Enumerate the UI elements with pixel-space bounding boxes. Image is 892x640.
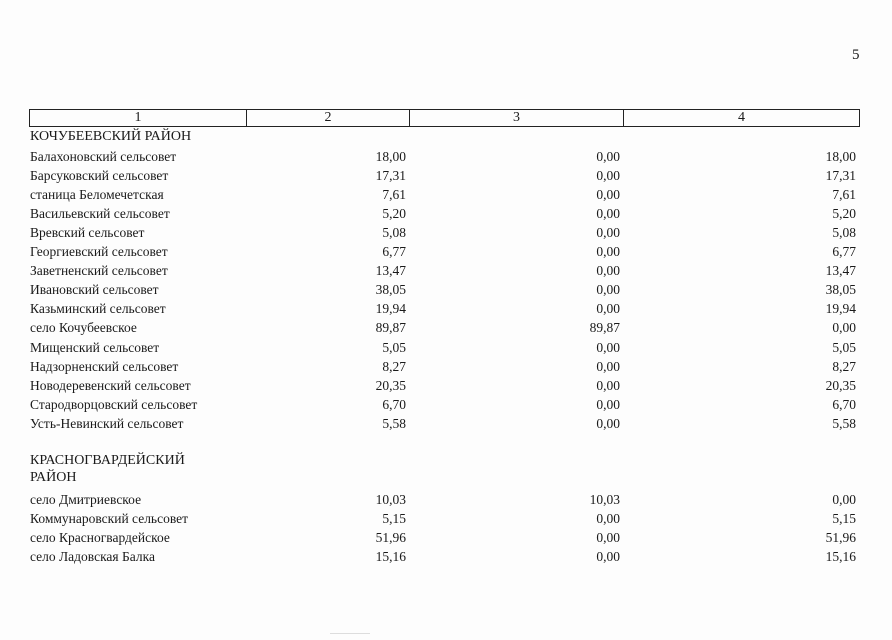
- row-name: Стародворцовский сельсовет: [30, 396, 198, 412]
- row-value-c4: 5,08: [832, 225, 856, 241]
- row-value-c3: 0,00: [596, 263, 620, 279]
- row-value-c2: 5,05: [382, 339, 406, 355]
- row-value-c4: 6,77: [832, 244, 856, 260]
- table-row: [30, 223, 860, 242]
- table-row: [30, 376, 860, 395]
- row-name: Казьминский сельсовет: [30, 301, 166, 317]
- table-row: [30, 547, 860, 566]
- row-value-c2: 38,05: [375, 282, 406, 298]
- table-row: [30, 166, 860, 185]
- row-value-c2: 5,08: [382, 225, 406, 241]
- row-value-c2: 17,31: [375, 168, 406, 184]
- row-value-c3: 0,00: [596, 244, 620, 260]
- row-name: Мищенский сельсовет: [30, 339, 160, 355]
- row-value-c3: 0,00: [596, 358, 620, 374]
- section-title-line: РАЙОН: [30, 470, 77, 485]
- table-row: [30, 414, 860, 433]
- column-header-3: 3: [410, 110, 624, 127]
- row-value-c3: 0,00: [596, 549, 620, 564]
- row-value-c4: 0,00: [832, 320, 856, 336]
- row-name: Коммунаровский сельсовет: [30, 511, 189, 526]
- row-value-c4: 17,31: [825, 168, 856, 184]
- table-row: [30, 357, 860, 376]
- row-value-c4: 6,70: [832, 396, 856, 412]
- row-value-c2: 18,00: [375, 149, 406, 164]
- row-name: Заветненский сельсовет: [30, 263, 168, 279]
- row-name: Балахоновский сельсовет: [30, 149, 177, 164]
- row-name: Васильевский сельсовет: [30, 206, 170, 222]
- row-value-c2: 6,70: [382, 396, 406, 412]
- row-name: село Дмитриевское: [30, 492, 142, 507]
- row-value-c4: 13,47: [825, 263, 856, 279]
- row-name: станица Беломечетская: [30, 187, 164, 203]
- table-row: [30, 338, 860, 357]
- row-name: Барсуковский сельсовет: [30, 168, 169, 184]
- row-value-c3: 0,00: [596, 282, 620, 298]
- row-value-c2: 5,15: [382, 511, 406, 526]
- row-value-c3: 0,00: [596, 530, 620, 545]
- row-value-c4: 0,00: [832, 492, 856, 507]
- row-value-c2: 6,77: [382, 244, 406, 260]
- row-value-c2: 13,47: [375, 263, 406, 279]
- table-row: [30, 261, 860, 280]
- table-row: [30, 509, 860, 528]
- table-row: [30, 318, 860, 337]
- row-value-c3: 0,00: [596, 187, 620, 203]
- row-value-c3: 0,00: [596, 149, 620, 164]
- column-header-1: 1: [30, 110, 247, 127]
- table-row: [30, 147, 860, 166]
- row-value-c2: 51,96: [375, 530, 406, 545]
- table-row: [30, 280, 860, 299]
- row-value-c4: 19,94: [825, 301, 856, 317]
- row-name: Усть-Невинский сельсовет: [30, 415, 184, 431]
- table-row: [30, 204, 860, 223]
- row-value-c2: 15,16: [375, 549, 406, 564]
- row-value-c2: 5,58: [382, 415, 406, 431]
- row-value-c3: 0,00: [596, 415, 620, 431]
- row-value-c3: 0,00: [596, 168, 620, 184]
- row-name: Георгиевский сельсовет: [30, 244, 168, 260]
- row-value-c2: 10,03: [375, 492, 406, 507]
- row-value-c4: 5,05: [832, 339, 856, 355]
- row-name: село Кочубеевское: [30, 320, 137, 336]
- row-name: село Красногвардейское: [30, 530, 170, 545]
- scan-mark: [330, 633, 370, 634]
- section-title-kochubeevsky: КОЧУБЕЕВСКИЙ РАЙОН: [30, 129, 192, 144]
- row-value-c3: 89,87: [589, 320, 620, 336]
- row-value-c4: 5,20: [832, 206, 856, 222]
- table-row: [30, 528, 860, 547]
- page-number: 5: [852, 47, 860, 63]
- row-name: Новодеревенский сельсовет: [30, 377, 191, 393]
- row-value-c4: 18,00: [825, 149, 856, 164]
- row-value-c3: 0,00: [596, 301, 620, 317]
- row-name: село Ладовская Балка: [30, 549, 155, 564]
- row-value-c3: 0,00: [596, 396, 620, 412]
- section-title-line: КРАСНОГВАРДЕЙСКИЙ: [30, 453, 185, 468]
- row-value-c4: 38,05: [825, 282, 856, 298]
- table-row: [30, 185, 860, 204]
- row-value-c3: 0,00: [596, 377, 620, 393]
- table-row: [30, 242, 860, 261]
- row-name: Вревский сельсовет: [30, 225, 145, 241]
- row-value-c4: 5,58: [832, 415, 856, 431]
- row-value-c3: 0,00: [596, 339, 620, 355]
- row-value-c3: 0,00: [596, 225, 620, 241]
- row-value-c2: 19,94: [375, 301, 406, 317]
- row-value-c3: 0,00: [596, 206, 620, 222]
- section-title-krasnogvardeysky: [30, 452, 185, 486]
- row-value-c4: 20,35: [825, 377, 856, 393]
- column-header-4: 4: [624, 110, 860, 127]
- row-name: Надзорненский сельсовет: [30, 358, 179, 374]
- column-header-2: 2: [247, 110, 410, 127]
- table-row: [30, 299, 860, 318]
- row-value-c3: 0,00: [596, 511, 620, 526]
- column-header-table: [29, 109, 860, 127]
- row-value-c2: 20,35: [375, 377, 406, 393]
- row-value-c2: 7,61: [382, 187, 406, 203]
- row-value-c4: 7,61: [832, 187, 856, 203]
- table-row: [30, 490, 860, 509]
- row-value-c4: 8,27: [832, 358, 856, 374]
- table-row: [30, 395, 860, 414]
- row-value-c4: 5,15: [832, 511, 856, 526]
- row-value-c2: 5,20: [382, 206, 406, 222]
- row-value-c2: 8,27: [382, 358, 406, 374]
- row-value-c4: 51,96: [825, 530, 856, 545]
- row-value-c3: 10,03: [589, 492, 620, 507]
- row-value-c2: 89,87: [375, 320, 406, 336]
- row-value-c4: 15,16: [825, 549, 856, 564]
- row-name: Ивановский сельсовет: [30, 282, 159, 298]
